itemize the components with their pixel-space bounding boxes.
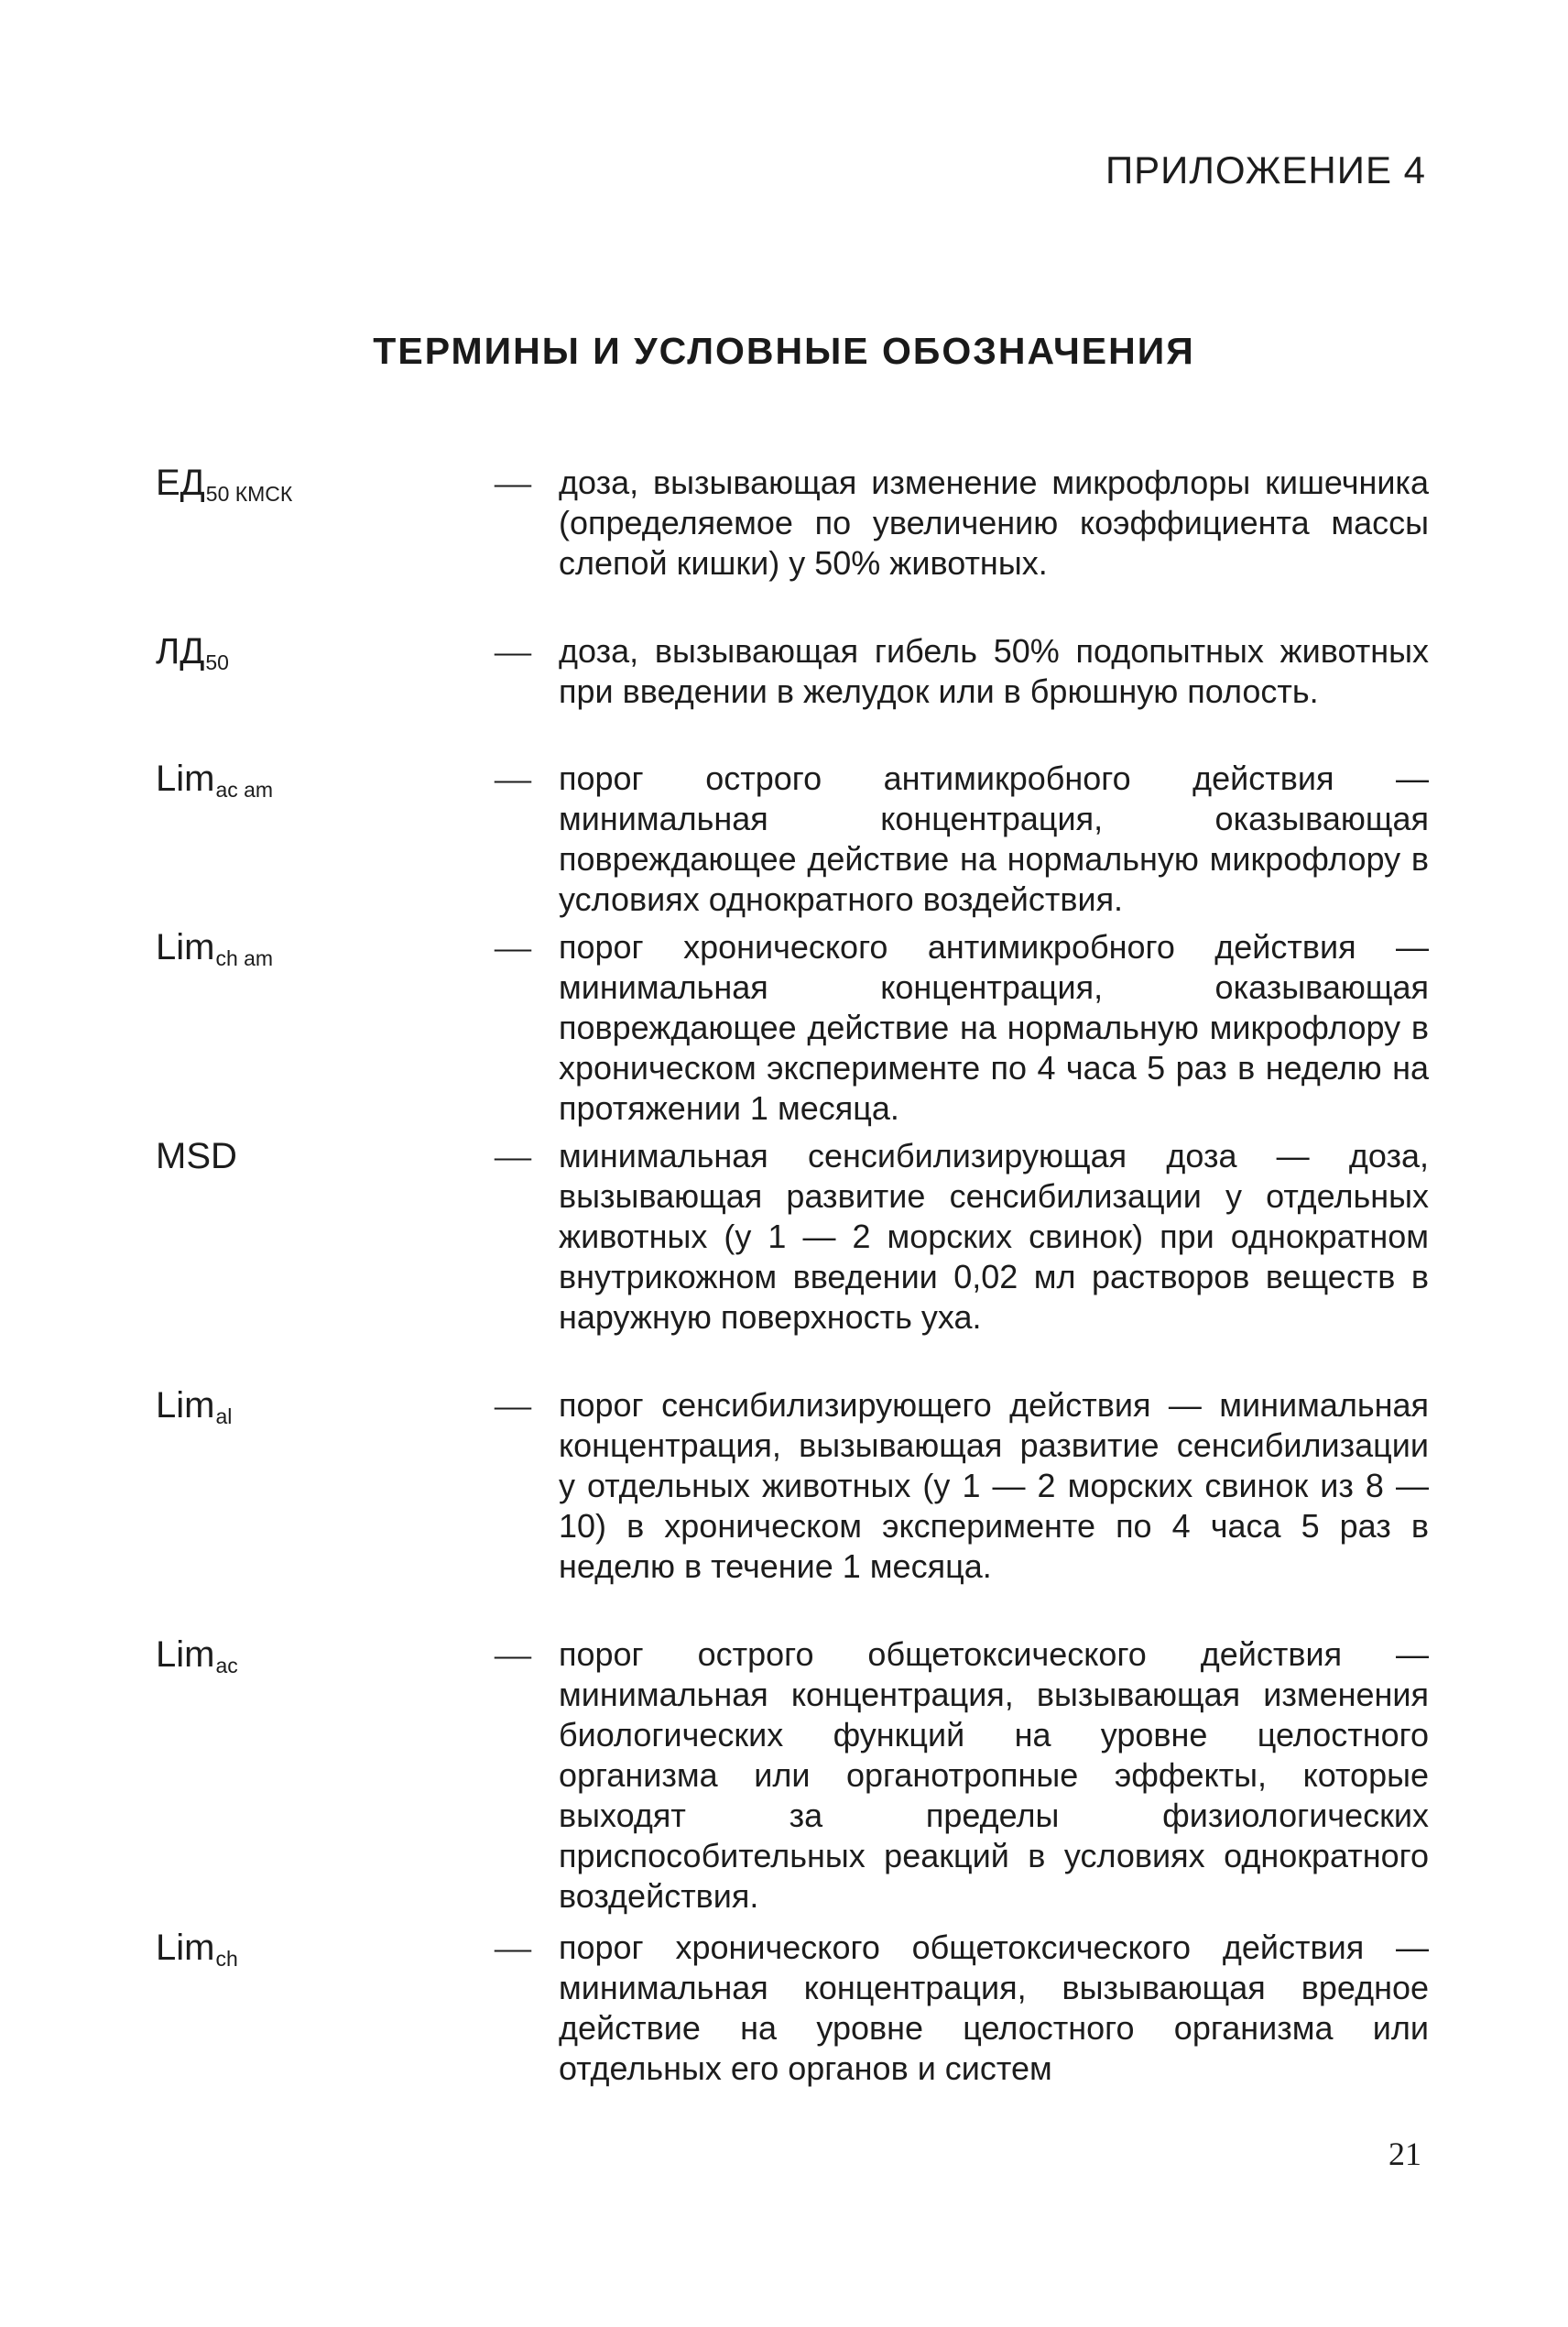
term-subscript: ch <box>215 1947 238 1971</box>
term-dash: — <box>495 1135 531 1176</box>
term-definition: доза, вызывающая гибель 50% подопытных животных при введении в желудок или в брюшную полость. <box>559 632 1429 710</box>
term-row <box>156 1385 1429 1633</box>
term-row <box>156 1634 1429 1926</box>
term-label <box>156 1634 495 1679</box>
term-row <box>156 927 1429 1134</box>
term-subscript: 50 КМСК <box>205 482 293 506</box>
term-definition: порог сенсибилизирующего действия — минимальная концентрация, вызывающая развитие сенсибилизации у отдельных животных (у 1 — 2 морских свинок из 8 — 10) в хроническом эксперименте по 4 часа 5 раз в неделю в течение 1 месяца. <box>559 1386 1429 1585</box>
term-dash: — <box>495 758 531 799</box>
term-definition: порог хронического общетоксического действия — минимальная концентрация, вызывающая вредное действие на уровне целостного организма или отдельных его органов и систем <box>559 1928 1429 2087</box>
appendix-label: ПРИЛОЖЕНИЕ 4 <box>1105 148 1426 191</box>
page-number: 21 <box>1388 2136 1421 2172</box>
term-label <box>156 1136 495 1181</box>
term-subscript: 50 <box>205 650 229 674</box>
term-row <box>156 1928 1429 2089</box>
term-symbol: Lim <box>156 927 215 967</box>
term-label <box>156 631 495 676</box>
term-label <box>156 463 495 508</box>
term-dash: — <box>495 462 531 503</box>
term-subscript: ac <box>215 1654 238 1677</box>
term-row <box>156 1136 1429 1383</box>
term-symbol: Lim <box>156 1385 215 1426</box>
term-subscript: ch am <box>215 946 274 970</box>
term-symbol: Lim <box>156 759 215 799</box>
term-definition: порог острого антимикробного действия — минимальная концентрация, оказывающая повреждающее действие на нормальную микрофлору в условиях однократного воздействия. <box>559 759 1429 918</box>
term-label <box>156 1928 495 1972</box>
term-definition: порог хронического антимикробного действия — минимальная концентрация, оказывающая повреждающее действие на нормальную микрофлору в хроническом эксперименте по 4 часа 5 раз в неделю на протяжении 1 месяца. <box>559 928 1429 1127</box>
term-dash: — <box>495 926 531 967</box>
term-row <box>156 759 1429 925</box>
term-label <box>156 1385 495 1430</box>
term-row <box>156 631 1429 757</box>
term-dash: — <box>495 1384 531 1426</box>
term-label <box>156 759 495 803</box>
terms-list <box>156 463 1429 2091</box>
term-symbol: Lim <box>156 1928 215 1968</box>
term-definition: доза, вызывающая изменение микрофлоры кишечника (определяемое по увеличению коэффициента массы слепой кишки) у 50% животных. <box>559 464 1429 582</box>
term-dash: — <box>495 630 531 672</box>
term-symbol: ЕД <box>156 463 205 503</box>
page-title: ТЕРМИНЫ И УСЛОВНЫЕ ОБОЗНАЧЕНИЯ <box>373 330 1195 372</box>
term-subscript: al <box>215 1404 233 1428</box>
term-dash: — <box>495 1927 531 1968</box>
term-dash: — <box>495 1633 531 1675</box>
term-row <box>156 463 1429 629</box>
term-subscript: ac am <box>215 778 274 802</box>
term-definition: минимальная сенсибилизирующая доза — доза, вызывающая развитие сенсибилизации у отдельных животных (у 1 — 2 морских свинок) при однократном внутрикожном введении 0,02 мл растворов веществ в наружную поверхность уха. <box>559 1137 1429 1336</box>
term-symbol: Lim <box>156 1634 215 1675</box>
term-label <box>156 927 495 972</box>
term-definition: порог острого общетоксического действия — минимальная концентрация, вызывающая изменения биологических функций на уровне целостного организма или органотропные эффекты, которые выходят за пределы физиологических приспособительных реакций в условиях однократного воздействия. <box>559 1635 1429 1915</box>
term-symbol: ЛД <box>156 631 205 672</box>
term-symbol: MSD <box>156 1136 237 1176</box>
